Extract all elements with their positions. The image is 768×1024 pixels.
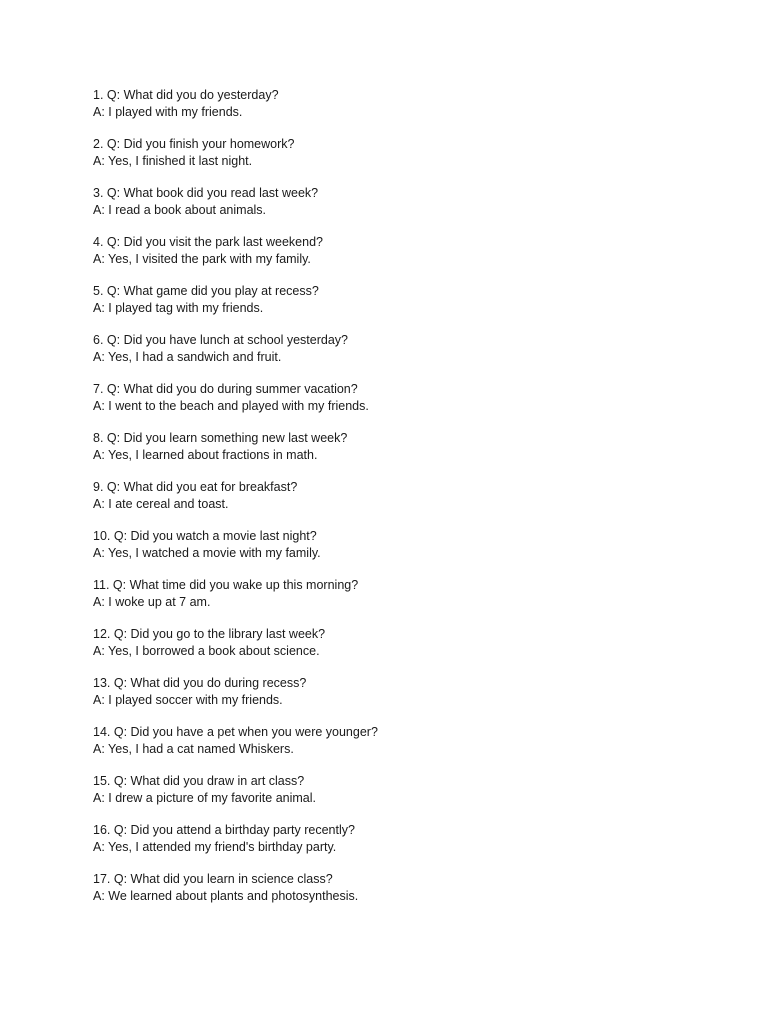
question-text: 14. Q: Did you have a pet when you were younger? [93,725,378,739]
qa-item-8 [93,430,713,463]
answer-text: A: I drew a picture of my favorite animal. [93,790,317,805]
question-text: 10. Q: Did you watch a movie last night? [93,529,317,543]
question-text: 11. Q: What time did you wake up this morning? [93,578,359,592]
question-text: 3. Q: What book did you read last week? [93,186,319,200]
answer-text: A: I played tag with my friends. [93,300,264,315]
qa-item-15 [93,773,713,806]
answer-text: A: Yes, I finished it last night. [93,153,253,168]
question-text: 9. Q: What did you eat for breakfast? [93,480,298,494]
answer-text: A: Yes, I learned about fractions in math. [93,447,318,462]
answer-text: A: Yes, I visited the park with my family. [93,251,311,266]
answer-text: A: I went to the beach and played with my friends. [93,398,369,413]
question-text: 7. Q: What did you do during summer vacation? [93,382,358,396]
question-text: 16. Q: Did you attend a birthday party recently? [93,823,355,837]
answer-text: A: Yes, I borrowed a book about science. [93,643,320,658]
qa-item-1 [93,87,713,120]
qa-item-16 [93,822,713,855]
qa-item-17 [93,871,713,904]
answer-text: A: Yes, I had a cat named Whiskers. [93,741,294,756]
answer-text: A: Yes, I had a sandwich and fruit. [93,349,282,364]
question-text: 8. Q: Did you learn something new last week? [93,431,348,445]
answer-text: A: I woke up at 7 am. [93,594,211,609]
qa-list [93,87,713,920]
qa-item-4 [93,234,713,267]
qa-item-11 [93,577,713,610]
qa-item-9 [93,479,713,512]
answer-text: A: Yes, I watched a movie with my family. [93,545,321,560]
answer-text: A: Yes, I attended my friend's birthday party. [93,839,337,854]
answer-text: A: I ate cereal and toast. [93,496,229,511]
question-text: 13. Q: What did you do during recess? [93,676,307,690]
answer-text: A: I played with my friends. [93,104,243,119]
question-text: 4. Q: Did you visit the park last weekend? [93,235,323,249]
qa-item-12 [93,626,713,659]
question-text: 5. Q: What game did you play at recess? [93,284,319,298]
question-text: 17. Q: What did you learn in science class? [93,872,333,886]
qa-item-3 [93,185,713,218]
question-text: 6. Q: Did you have lunch at school yesterday? [93,333,349,347]
qa-item-7 [93,381,713,414]
answer-text: A: We learned about plants and photosynthesis. [93,888,359,903]
qa-item-2 [93,136,713,169]
answer-text: A: I played soccer with my friends. [93,692,283,707]
question-text: 15. Q: What did you draw in art class? [93,774,305,788]
question-text: 12. Q: Did you go to the library last week? [93,627,326,641]
question-text: 1. Q: What did you do yesterday? [93,88,279,102]
answer-text: A: I read a book about animals. [93,202,267,217]
qa-item-14 [93,724,713,757]
qa-item-10 [93,528,713,561]
qa-item-13 [93,675,713,708]
question-text: 2. Q: Did you finish your homework? [93,137,295,151]
qa-item-5 [93,283,713,316]
qa-item-6 [93,332,713,365]
